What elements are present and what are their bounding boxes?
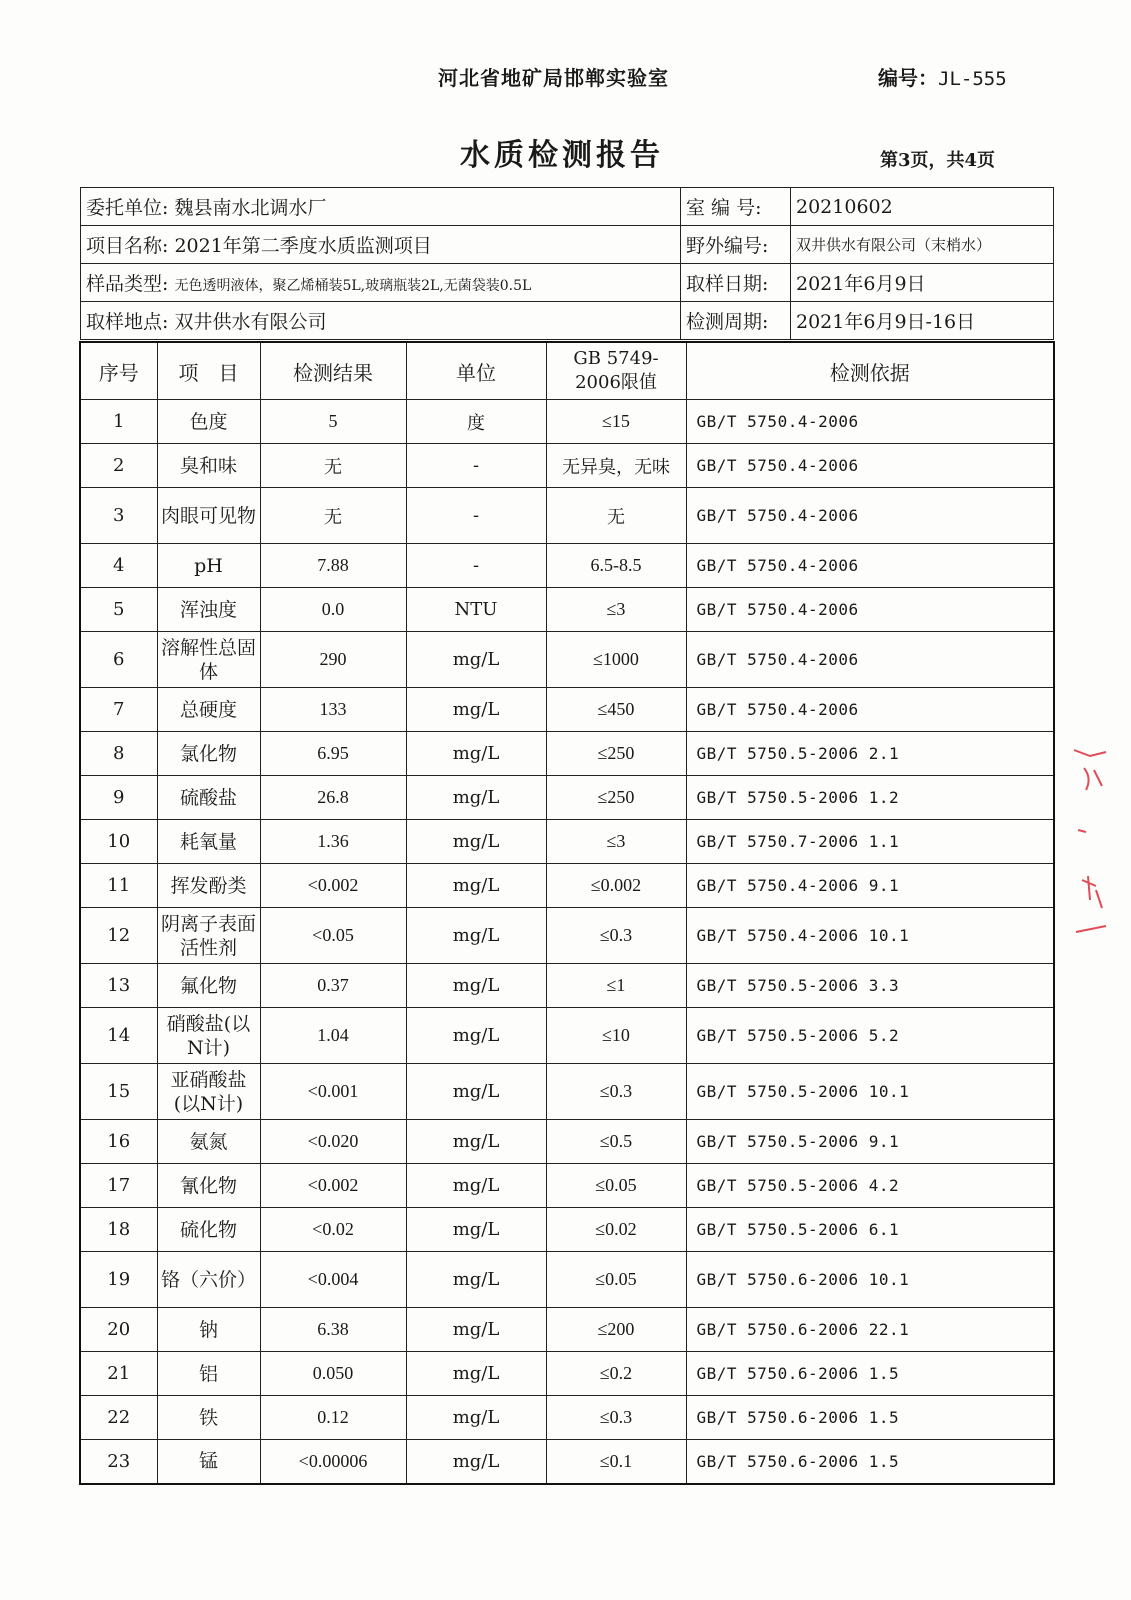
row-no: 8 [80, 732, 157, 776]
field-no-label: 野外编号: [681, 226, 791, 264]
row-result: 0.12 [260, 1396, 406, 1440]
table-row [80, 1064, 1054, 1120]
row-basis: GB/T 5750.5-2006 4.2 [686, 1164, 1054, 1208]
table-row [80, 400, 1054, 444]
row-result: <0.004 [260, 1252, 406, 1308]
row-result: 0.0 [260, 588, 406, 632]
row-item: 总硬度 [157, 688, 260, 732]
row-result: <0.002 [260, 1164, 406, 1208]
row-no: 7 [80, 688, 157, 732]
row-unit: mg/L [406, 864, 546, 908]
row-basis: GB/T 5750.4-2006 [686, 544, 1054, 588]
row-unit: mg/L [406, 1120, 546, 1164]
row-result: 0.37 [260, 964, 406, 1008]
row-item: 耗氧量 [157, 820, 260, 864]
row-no: 10 [80, 820, 157, 864]
table-row [80, 444, 1054, 488]
row-item: 色度 [157, 400, 260, 444]
row-result: 1.36 [260, 820, 406, 864]
row-item: 锰 [157, 1440, 260, 1484]
red-stamp-mark [1072, 740, 1112, 950]
table-row [80, 1120, 1054, 1164]
header-item: 项 目 [157, 342, 260, 400]
header-no: 序号 [80, 342, 157, 400]
row-no: 12 [80, 908, 157, 964]
client-label: 委托单位: [86, 197, 169, 219]
table-row [80, 1164, 1054, 1208]
row-unit: mg/L [406, 1008, 546, 1064]
row-limit: ≤0.3 [546, 1064, 686, 1120]
row-limit: ≤0.002 [546, 864, 686, 908]
row-unit: mg/L [406, 688, 546, 732]
test-period-value: 2021年6月9日-16日 [791, 302, 1054, 340]
row-item: 铁 [157, 1396, 260, 1440]
row-item: 亚硝酸盐(以N计) [157, 1064, 260, 1120]
row-limit: ≤0.3 [546, 1396, 686, 1440]
row-basis: GB/T 5750.6-2006 10.1 [686, 1252, 1054, 1308]
sampling-date-label: 取样日期: [681, 264, 791, 302]
row-basis: GB/T 5750.5-2006 6.1 [686, 1208, 1054, 1252]
row-item: pH [157, 544, 260, 588]
row-item: 挥发酚类 [157, 864, 260, 908]
row-limit: ≤0.5 [546, 1120, 686, 1164]
row-limit: 无异臭，无味 [546, 444, 686, 488]
lab-no-value: 20210602 [791, 188, 1054, 226]
row-limit: ≤1 [546, 964, 686, 1008]
row-item: 肉眼可见物 [157, 488, 260, 544]
table-row [80, 1308, 1054, 1352]
results-table [79, 341, 1055, 1485]
header-result: 检测结果 [260, 342, 406, 400]
row-basis: GB/T 5750.4-2006 [686, 588, 1054, 632]
lab-name: 河北省地矿局邯郸实验室 [438, 66, 669, 90]
row-result: 5 [260, 400, 406, 444]
row-no: 9 [80, 776, 157, 820]
row-basis: GB/T 5750.5-2006 10.1 [686, 1064, 1054, 1120]
row-limit: ≤0.02 [546, 1208, 686, 1252]
row-result: 0.050 [260, 1352, 406, 1396]
row-limit: ≤200 [546, 1308, 686, 1352]
row-result: 26.8 [260, 776, 406, 820]
page-info: 第3页，共4页 [880, 150, 996, 171]
row-basis: GB/T 5750.5-2006 1.2 [686, 776, 1054, 820]
row-result: 无 [260, 444, 406, 488]
row-no: 20 [80, 1308, 157, 1352]
row-result: <0.05 [260, 908, 406, 964]
row-no: 18 [80, 1208, 157, 1252]
row-result: 133 [260, 688, 406, 732]
header-limit-line1: GB 5749- [573, 348, 659, 369]
header-limit-line2: 2006限值 [575, 372, 657, 393]
document-number-value: JL-555 [938, 68, 1007, 90]
row-item: 氰化物 [157, 1164, 260, 1208]
sample-type-value: 无色透明液体，聚乙烯桶装5L,玻璃瓶装2L,无菌袋装0.5L [174, 278, 532, 294]
row-item: 硫酸盐 [157, 776, 260, 820]
row-result: 6.38 [260, 1308, 406, 1352]
report-title: 水质检测报告 [460, 138, 664, 173]
row-limit: ≤0.05 [546, 1252, 686, 1308]
row-limit: ≤10 [546, 1008, 686, 1064]
row-basis: GB/T 5750.4-2006 [686, 632, 1054, 688]
row-result: <0.02 [260, 1208, 406, 1252]
table-row [80, 1352, 1054, 1396]
location-field [81, 302, 681, 340]
row-unit: mg/L [406, 632, 546, 688]
row-basis: GB/T 5750.6-2006 22.1 [686, 1308, 1054, 1352]
sample-type-label: 样品类型: [86, 273, 169, 295]
stamp-strokes [1074, 750, 1106, 932]
row-basis: GB/T 5750.4-2006 [686, 444, 1054, 488]
row-no: 22 [80, 1396, 157, 1440]
row-basis: GB/T 5750.6-2006 1.5 [686, 1396, 1054, 1440]
location-label: 取样地点: [86, 311, 169, 333]
row-unit: mg/L [406, 1352, 546, 1396]
row-result: 290 [260, 632, 406, 688]
table-row [80, 964, 1054, 1008]
row-unit: mg/L [406, 1396, 546, 1440]
row-limit: ≤450 [546, 688, 686, 732]
row-unit: mg/L [406, 732, 546, 776]
table-row [80, 1208, 1054, 1252]
row-unit: mg/L [406, 1164, 546, 1208]
row-item: 氯化物 [157, 732, 260, 776]
row-basis: GB/T 5750.4-2006 10.1 [686, 908, 1054, 964]
row-result: 无 [260, 488, 406, 544]
document-number [878, 62, 1007, 91]
sample-type-field [81, 264, 681, 302]
table-row [80, 688, 1054, 732]
row-unit: - [406, 444, 546, 488]
row-unit: mg/L [406, 964, 546, 1008]
row-item: 硫化物 [157, 1208, 260, 1252]
row-basis: GB/T 5750.4-2006 [686, 688, 1054, 732]
row-unit: mg/L [406, 1064, 546, 1120]
row-result: <0.020 [260, 1120, 406, 1164]
header-limit [546, 342, 686, 400]
row-result: <0.001 [260, 1064, 406, 1120]
project-value: 2021年第二季度水质监测项目 [174, 235, 432, 257]
client-value: 魏县南水北调水厂 [174, 197, 327, 219]
document-number-label: 编号： [878, 66, 938, 90]
row-no: 2 [80, 444, 157, 488]
location-value: 双井供水有限公司 [174, 311, 327, 333]
row-no: 1 [80, 400, 157, 444]
table-row [80, 1008, 1054, 1064]
row-unit: mg/L [406, 776, 546, 820]
row-no: 15 [80, 1064, 157, 1120]
row-no: 16 [80, 1120, 157, 1164]
table-row [80, 732, 1054, 776]
table-row [80, 1396, 1054, 1440]
row-item: 硝酸盐(以N计) [157, 1008, 260, 1064]
row-unit: NTU [406, 588, 546, 632]
table-row [80, 1440, 1054, 1484]
table-row [80, 632, 1054, 688]
row-no: 6 [80, 632, 157, 688]
row-basis: GB/T 5750.4-2006 9.1 [686, 864, 1054, 908]
row-no: 23 [80, 1440, 157, 1484]
row-result: <0.002 [260, 864, 406, 908]
row-no: 3 [80, 488, 157, 544]
row-item: 铬（六价） [157, 1252, 260, 1308]
lab-no-label: 室 编 号: [681, 188, 791, 226]
row-item: 浑浊度 [157, 588, 260, 632]
row-limit: ≤3 [546, 820, 686, 864]
row-limit: 无 [546, 488, 686, 544]
results-header-row [80, 342, 1054, 400]
row-unit: - [406, 488, 546, 544]
row-limit: 6.5-8.5 [546, 544, 686, 588]
row-basis: GB/T 5750.4-2006 [686, 488, 1054, 544]
row-unit: 度 [406, 400, 546, 444]
row-limit: ≤3 [546, 588, 686, 632]
row-no: 13 [80, 964, 157, 1008]
field-no-value: 双井供水有限公司（末梢水） [791, 226, 1054, 264]
project-label: 项目名称: [86, 235, 169, 257]
row-no: 21 [80, 1352, 157, 1396]
sampling-date-value: 2021年6月9日 [791, 264, 1054, 302]
row-no: 17 [80, 1164, 157, 1208]
project-field [81, 226, 681, 264]
row-limit: ≤15 [546, 400, 686, 444]
row-limit: ≤0.3 [546, 908, 686, 964]
row-result: 6.95 [260, 732, 406, 776]
row-limit: ≤0.1 [546, 1440, 686, 1484]
row-item: 臭和味 [157, 444, 260, 488]
row-result: 7.88 [260, 544, 406, 588]
table-row [80, 544, 1054, 588]
row-item: 铝 [157, 1352, 260, 1396]
row-result: 1.04 [260, 1008, 406, 1064]
row-item: 阴离子表面活性剂 [157, 908, 260, 964]
row-item: 溶解性总固体 [157, 632, 260, 688]
row-item: 氟化物 [157, 964, 260, 1008]
row-limit: ≤0.05 [546, 1164, 686, 1208]
row-limit: ≤1000 [546, 632, 686, 688]
row-limit: ≤250 [546, 732, 686, 776]
test-period-label: 检测周期: [681, 302, 791, 340]
row-basis: GB/T 5750.5-2006 9.1 [686, 1120, 1054, 1164]
header-basis: 检测依据 [686, 342, 1054, 400]
row-unit: mg/L [406, 1208, 546, 1252]
row-no: 11 [80, 864, 157, 908]
row-unit: mg/L [406, 1440, 546, 1484]
row-basis: GB/T 5750.5-2006 3.3 [686, 964, 1054, 1008]
client-field [81, 188, 681, 226]
report-info-table [80, 187, 1054, 340]
row-no: 4 [80, 544, 157, 588]
table-row [80, 588, 1054, 632]
row-result: <0.00006 [260, 1440, 406, 1484]
table-row [80, 864, 1054, 908]
row-unit: mg/L [406, 1308, 546, 1352]
row-no: 19 [80, 1252, 157, 1308]
row-basis: GB/T 5750.7-2006 1.1 [686, 820, 1054, 864]
row-item: 氨氮 [157, 1120, 260, 1164]
header-unit: 单位 [406, 342, 546, 400]
row-basis: GB/T 5750.5-2006 5.2 [686, 1008, 1054, 1064]
row-no: 5 [80, 588, 157, 632]
row-basis: GB/T 5750.5-2006 2.1 [686, 732, 1054, 776]
table-row [80, 820, 1054, 864]
row-no: 14 [80, 1008, 157, 1064]
table-row [80, 908, 1054, 964]
row-unit: mg/L [406, 820, 546, 864]
table-row [80, 776, 1054, 820]
row-limit: ≤250 [546, 776, 686, 820]
row-unit: mg/L [406, 1252, 546, 1308]
row-basis: GB/T 5750.4-2006 [686, 400, 1054, 444]
row-unit: mg/L [406, 908, 546, 964]
table-row [80, 1252, 1054, 1308]
row-unit: - [406, 544, 546, 588]
row-basis: GB/T 5750.6-2006 1.5 [686, 1440, 1054, 1484]
table-row [80, 488, 1054, 544]
row-limit: ≤0.2 [546, 1352, 686, 1396]
row-item: 钠 [157, 1308, 260, 1352]
row-basis: GB/T 5750.6-2006 1.5 [686, 1352, 1054, 1396]
